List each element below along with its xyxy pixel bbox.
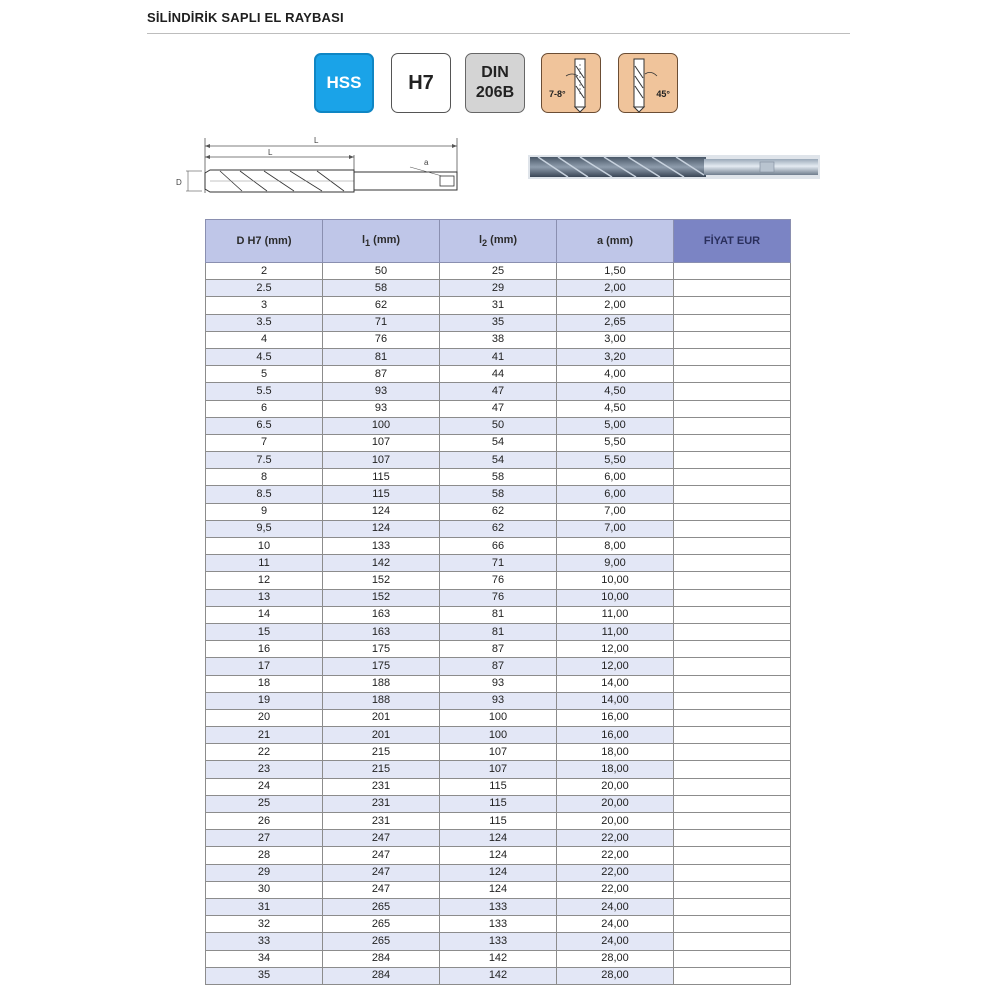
table-row (206, 778, 791, 795)
cell-diameter: 4 (206, 331, 323, 348)
cell-square: 20,00 (557, 795, 674, 812)
cell-price (674, 452, 791, 469)
cell-square: 5,50 (557, 434, 674, 451)
cell-diameter: 29 (206, 864, 323, 881)
cell-total-length: 201 (323, 727, 440, 744)
cell-price (674, 744, 791, 761)
table-row (206, 538, 791, 555)
cell-square: 4,00 (557, 366, 674, 383)
cell-total-length: 76 (323, 331, 440, 348)
cell-total-length: 284 (323, 950, 440, 967)
cell-square: 4,50 (557, 400, 674, 417)
cell-flute-length: 31 (440, 297, 557, 314)
cell-diameter: 9,5 (206, 520, 323, 537)
cell-diameter: 15 (206, 623, 323, 640)
cell-price (674, 486, 791, 503)
cell-flute-length: 133 (440, 933, 557, 950)
cell-total-length: 163 (323, 606, 440, 623)
table-row (206, 434, 791, 451)
table-row (206, 297, 791, 314)
cell-flute-length: 47 (440, 383, 557, 400)
cell-price (674, 641, 791, 658)
cell-price (674, 520, 791, 537)
cell-square: 1,50 (557, 263, 674, 280)
overall-length-label: L (314, 136, 319, 145)
table-row (206, 452, 791, 469)
cell-diameter: 35 (206, 967, 323, 984)
cell-diameter: 8 (206, 469, 323, 486)
cell-diameter: 21 (206, 727, 323, 744)
chamfer-angle-label: 45° (656, 89, 670, 99)
cell-price (674, 898, 791, 915)
cell-square: 11,00 (557, 606, 674, 623)
cell-total-length: 265 (323, 933, 440, 950)
cell-total-length: 284 (323, 967, 440, 984)
cell-price (674, 933, 791, 950)
cell-square: 16,00 (557, 727, 674, 744)
cell-price (674, 813, 791, 830)
hss-badge (314, 53, 374, 113)
cell-square: 22,00 (557, 864, 674, 881)
cell-square: 22,00 (557, 830, 674, 847)
cell-square: 3,20 (557, 348, 674, 365)
cell-flute-length: 93 (440, 675, 557, 692)
cell-flute-length: 133 (440, 898, 557, 915)
cell-flute-length: 58 (440, 486, 557, 503)
cell-total-length: 100 (323, 417, 440, 434)
cell-total-length: 215 (323, 744, 440, 761)
cell-price (674, 280, 791, 297)
table-row (206, 314, 791, 331)
cell-diameter: 5 (206, 366, 323, 383)
table-body (206, 263, 791, 985)
cell-total-length: 50 (323, 263, 440, 280)
cell-diameter: 16 (206, 641, 323, 658)
cell-price (674, 727, 791, 744)
cell-total-length: 115 (323, 469, 440, 486)
cell-flute-length: 71 (440, 555, 557, 572)
cell-diameter: 28 (206, 847, 323, 864)
table-row (206, 280, 791, 297)
cell-square: 6,00 (557, 486, 674, 503)
cell-flute-length: 124 (440, 847, 557, 864)
table-row (206, 933, 791, 950)
cell-price (674, 658, 791, 675)
cell-price (674, 555, 791, 572)
cell-price (674, 830, 791, 847)
cell-flute-length: 62 (440, 503, 557, 520)
cell-price (674, 675, 791, 692)
cell-price (674, 572, 791, 589)
table-row (206, 898, 791, 915)
cell-flute-length: 107 (440, 761, 557, 778)
table-row (206, 348, 791, 365)
cell-total-length: 152 (323, 589, 440, 606)
cell-square: 20,00 (557, 813, 674, 830)
cell-diameter: 19 (206, 692, 323, 709)
cell-price (674, 967, 791, 984)
cell-flute-length: 115 (440, 795, 557, 812)
cell-total-length: 93 (323, 383, 440, 400)
header-flute-length (440, 220, 557, 263)
header-l1-sub: 1 (365, 238, 371, 249)
cell-price (674, 417, 791, 434)
cell-price (674, 503, 791, 520)
cell-square: 24,00 (557, 916, 674, 933)
table-row (206, 589, 791, 606)
cell-total-length: 201 (323, 709, 440, 726)
cell-diameter: 6 (206, 400, 323, 417)
table-row (206, 727, 791, 744)
cell-flute-length: 58 (440, 469, 557, 486)
cell-diameter: 17 (206, 658, 323, 675)
cell-flute-length: 93 (440, 692, 557, 709)
cell-price (674, 881, 791, 898)
h7-badge (391, 53, 451, 113)
cell-diameter: 34 (206, 950, 323, 967)
cell-flute-length: 81 (440, 623, 557, 640)
cell-total-length: 163 (323, 623, 440, 640)
cell-diameter: 25 (206, 795, 323, 812)
cell-total-length: 93 (323, 400, 440, 417)
cell-total-length: 152 (323, 572, 440, 589)
cell-flute-length: 29 (440, 280, 557, 297)
title-divider (147, 33, 850, 34)
cell-total-length: 175 (323, 641, 440, 658)
cell-square: 10,00 (557, 589, 674, 606)
din-badge-line1: DIN (481, 64, 509, 81)
cell-square: 3,00 (557, 331, 674, 348)
cell-square: 28,00 (557, 950, 674, 967)
cell-square: 16,00 (557, 709, 674, 726)
cell-total-length: 188 (323, 675, 440, 692)
table-row (206, 331, 791, 348)
cell-price (674, 623, 791, 640)
table-row (206, 606, 791, 623)
cell-square: 5,50 (557, 452, 674, 469)
helix-angle-badge (541, 53, 601, 113)
table-row (206, 555, 791, 572)
cell-diameter: 27 (206, 830, 323, 847)
cell-price (674, 434, 791, 451)
cell-flute-length: 38 (440, 331, 557, 348)
cell-diameter: 2 (206, 263, 323, 280)
reamer-helix-icon (542, 54, 602, 114)
table-row (206, 503, 791, 520)
din-badge-line2: 206B (475, 84, 515, 101)
cell-flute-length: 76 (440, 572, 557, 589)
cell-total-length: 58 (323, 280, 440, 297)
cell-flute-length: 87 (440, 658, 557, 675)
feature-badges (314, 53, 680, 115)
cell-flute-length: 81 (440, 606, 557, 623)
cell-price (674, 847, 791, 864)
product-photo (528, 153, 820, 181)
cell-price (674, 314, 791, 331)
cell-price (674, 263, 791, 280)
table-row (206, 709, 791, 726)
cell-square: 11,00 (557, 623, 674, 640)
cell-price (674, 589, 791, 606)
cell-square: 24,00 (557, 898, 674, 915)
cell-price (674, 297, 791, 314)
cell-flute-length: 100 (440, 709, 557, 726)
header-l1-unit: (mm) (370, 233, 401, 246)
cell-square: 14,00 (557, 692, 674, 709)
cell-diameter: 32 (206, 916, 323, 933)
cell-total-length: 247 (323, 830, 440, 847)
specification-table (205, 219, 791, 985)
cell-total-length: 87 (323, 366, 440, 383)
cell-diameter: 20 (206, 709, 323, 726)
cell-price (674, 469, 791, 486)
cell-diameter: 4.5 (206, 348, 323, 365)
table-row (206, 572, 791, 589)
header-l1-letter: l (361, 233, 365, 246)
table-row (206, 881, 791, 898)
cell-price (674, 950, 791, 967)
cell-flute-length: 35 (440, 314, 557, 331)
cell-flute-length: 44 (440, 366, 557, 383)
cell-total-length: 247 (323, 864, 440, 881)
cell-square: 18,00 (557, 761, 674, 778)
cell-total-length: 215 (323, 761, 440, 778)
header-l2-sub: 2 (482, 238, 488, 249)
cell-total-length: 265 (323, 916, 440, 933)
cell-diameter: 3.5 (206, 314, 323, 331)
cell-total-length: 231 (323, 778, 440, 795)
cell-flute-length: 25 (440, 263, 557, 280)
cell-square: 24,00 (557, 933, 674, 950)
cell-total-length: 188 (323, 692, 440, 709)
table-row (206, 813, 791, 830)
cell-diameter: 7.5 (206, 452, 323, 469)
cell-flute-length: 124 (440, 864, 557, 881)
table-row (206, 417, 791, 434)
cell-total-length: 124 (323, 503, 440, 520)
table-row (206, 916, 791, 933)
cell-diameter: 30 (206, 881, 323, 898)
table-row (206, 623, 791, 640)
header-square: a (mm) (557, 220, 674, 263)
cell-flute-length: 142 (440, 967, 557, 984)
cell-square: 22,00 (557, 881, 674, 898)
cell-diameter: 33 (206, 933, 323, 950)
cell-flute-length: 50 (440, 417, 557, 434)
cell-square: 7,00 (557, 520, 674, 537)
cell-total-length: 133 (323, 538, 440, 555)
table-row (206, 383, 791, 400)
cell-flute-length: 107 (440, 744, 557, 761)
cell-flute-length: 124 (440, 881, 557, 898)
cell-square: 22,00 (557, 847, 674, 864)
cell-diameter: 18 (206, 675, 323, 692)
cell-diameter: 2.5 (206, 280, 323, 297)
cell-square: 12,00 (557, 641, 674, 658)
table-row (206, 469, 791, 486)
table-row (206, 847, 791, 864)
cell-diameter: 3 (206, 297, 323, 314)
cell-flute-length: 54 (440, 434, 557, 451)
cell-diameter: 14 (206, 606, 323, 623)
square-size-label: a (424, 158, 429, 167)
cell-total-length: 115 (323, 486, 440, 503)
cell-price (674, 761, 791, 778)
cell-total-length: 107 (323, 434, 440, 451)
cell-diameter: 23 (206, 761, 323, 778)
header-l2-letter: l (478, 233, 482, 246)
cell-price (674, 795, 791, 812)
cell-diameter: 10 (206, 538, 323, 555)
table-row (206, 486, 791, 503)
din-badge (465, 53, 525, 113)
cell-flute-length: 41 (440, 348, 557, 365)
header-price: FİYAT EUR (674, 220, 791, 263)
cell-diameter: 5.5 (206, 383, 323, 400)
cell-price (674, 383, 791, 400)
cell-flute-length: 100 (440, 727, 557, 744)
table-row (206, 744, 791, 761)
table-row (206, 830, 791, 847)
cell-price (674, 538, 791, 555)
cell-price (674, 331, 791, 348)
cell-square: 8,00 (557, 538, 674, 555)
cell-price (674, 709, 791, 726)
cell-total-length: 81 (323, 348, 440, 365)
cell-price (674, 348, 791, 365)
diameter-label: D (176, 178, 182, 187)
cell-flute-length: 133 (440, 916, 557, 933)
cell-price (674, 400, 791, 417)
cell-total-length: 107 (323, 452, 440, 469)
cell-square: 6,00 (557, 469, 674, 486)
header-total-length (323, 220, 440, 263)
cell-price (674, 864, 791, 881)
cell-price (674, 778, 791, 795)
cell-square: 20,00 (557, 778, 674, 795)
cell-diameter: 31 (206, 898, 323, 915)
table-row (206, 658, 791, 675)
chamfer-angle-badge (618, 53, 678, 113)
table-row (206, 950, 791, 967)
table-row (206, 967, 791, 984)
table-row (206, 263, 791, 280)
cell-flute-length: 115 (440, 813, 557, 830)
table-row (206, 761, 791, 778)
cell-total-length: 142 (323, 555, 440, 572)
technical-drawing (172, 133, 472, 203)
cell-diameter: 11 (206, 555, 323, 572)
table-row (206, 641, 791, 658)
cell-total-length: 247 (323, 847, 440, 864)
cell-total-length: 175 (323, 658, 440, 675)
table-row (206, 692, 791, 709)
cell-total-length: 265 (323, 898, 440, 915)
table-row (206, 795, 791, 812)
cell-square: 2,00 (557, 297, 674, 314)
cell-price (674, 916, 791, 933)
cell-square: 28,00 (557, 967, 674, 984)
hss-badge-label: HSS (326, 73, 362, 92)
cell-diameter: 26 (206, 813, 323, 830)
cell-total-length: 231 (323, 813, 440, 830)
cell-square: 2,65 (557, 314, 674, 331)
table-row (206, 675, 791, 692)
cell-diameter: 22 (206, 744, 323, 761)
reamer-chamfer-icon (619, 54, 679, 114)
cell-flute-length: 47 (440, 400, 557, 417)
cell-diameter: 7 (206, 434, 323, 451)
cell-total-length: 247 (323, 881, 440, 898)
cell-price (674, 366, 791, 383)
header-diameter: D H7 (mm) (206, 220, 323, 263)
cell-flute-length: 142 (440, 950, 557, 967)
cell-square: 9,00 (557, 555, 674, 572)
cell-square: 5,00 (557, 417, 674, 434)
cell-square: 2,00 (557, 280, 674, 297)
cell-diameter: 9 (206, 503, 323, 520)
cell-diameter: 12 (206, 572, 323, 589)
cell-flute-length: 76 (440, 589, 557, 606)
cell-diameter: 24 (206, 778, 323, 795)
cell-square: 7,00 (557, 503, 674, 520)
h7-badge-label: H7 (408, 71, 434, 94)
cell-flute-length: 62 (440, 520, 557, 537)
cell-price (674, 606, 791, 623)
cell-diameter: 13 (206, 589, 323, 606)
table-row (206, 864, 791, 881)
cell-total-length: 231 (323, 795, 440, 812)
cell-square: 14,00 (557, 675, 674, 692)
table-row (206, 366, 791, 383)
cell-flute-length: 87 (440, 641, 557, 658)
cell-square: 12,00 (557, 658, 674, 675)
cell-price (674, 692, 791, 709)
cell-square: 10,00 (557, 572, 674, 589)
flute-length-label: L (268, 148, 273, 157)
page-title: SİLİNDİRİK SAPLI EL RAYBASI (147, 10, 344, 25)
cell-diameter: 6.5 (206, 417, 323, 434)
cell-flute-length: 124 (440, 830, 557, 847)
helix-angle-label: 7-8° (549, 89, 566, 99)
cell-flute-length: 66 (440, 538, 557, 555)
cell-square: 18,00 (557, 744, 674, 761)
table-header-row (206, 220, 791, 263)
cell-diameter: 8.5 (206, 486, 323, 503)
cell-total-length: 62 (323, 297, 440, 314)
table-row (206, 520, 791, 537)
cell-flute-length: 115 (440, 778, 557, 795)
cell-flute-length: 54 (440, 452, 557, 469)
table-row (206, 400, 791, 417)
cell-total-length: 124 (323, 520, 440, 537)
header-l2-unit: (mm) (487, 233, 518, 246)
cell-total-length: 71 (323, 314, 440, 331)
cell-square: 4,50 (557, 383, 674, 400)
